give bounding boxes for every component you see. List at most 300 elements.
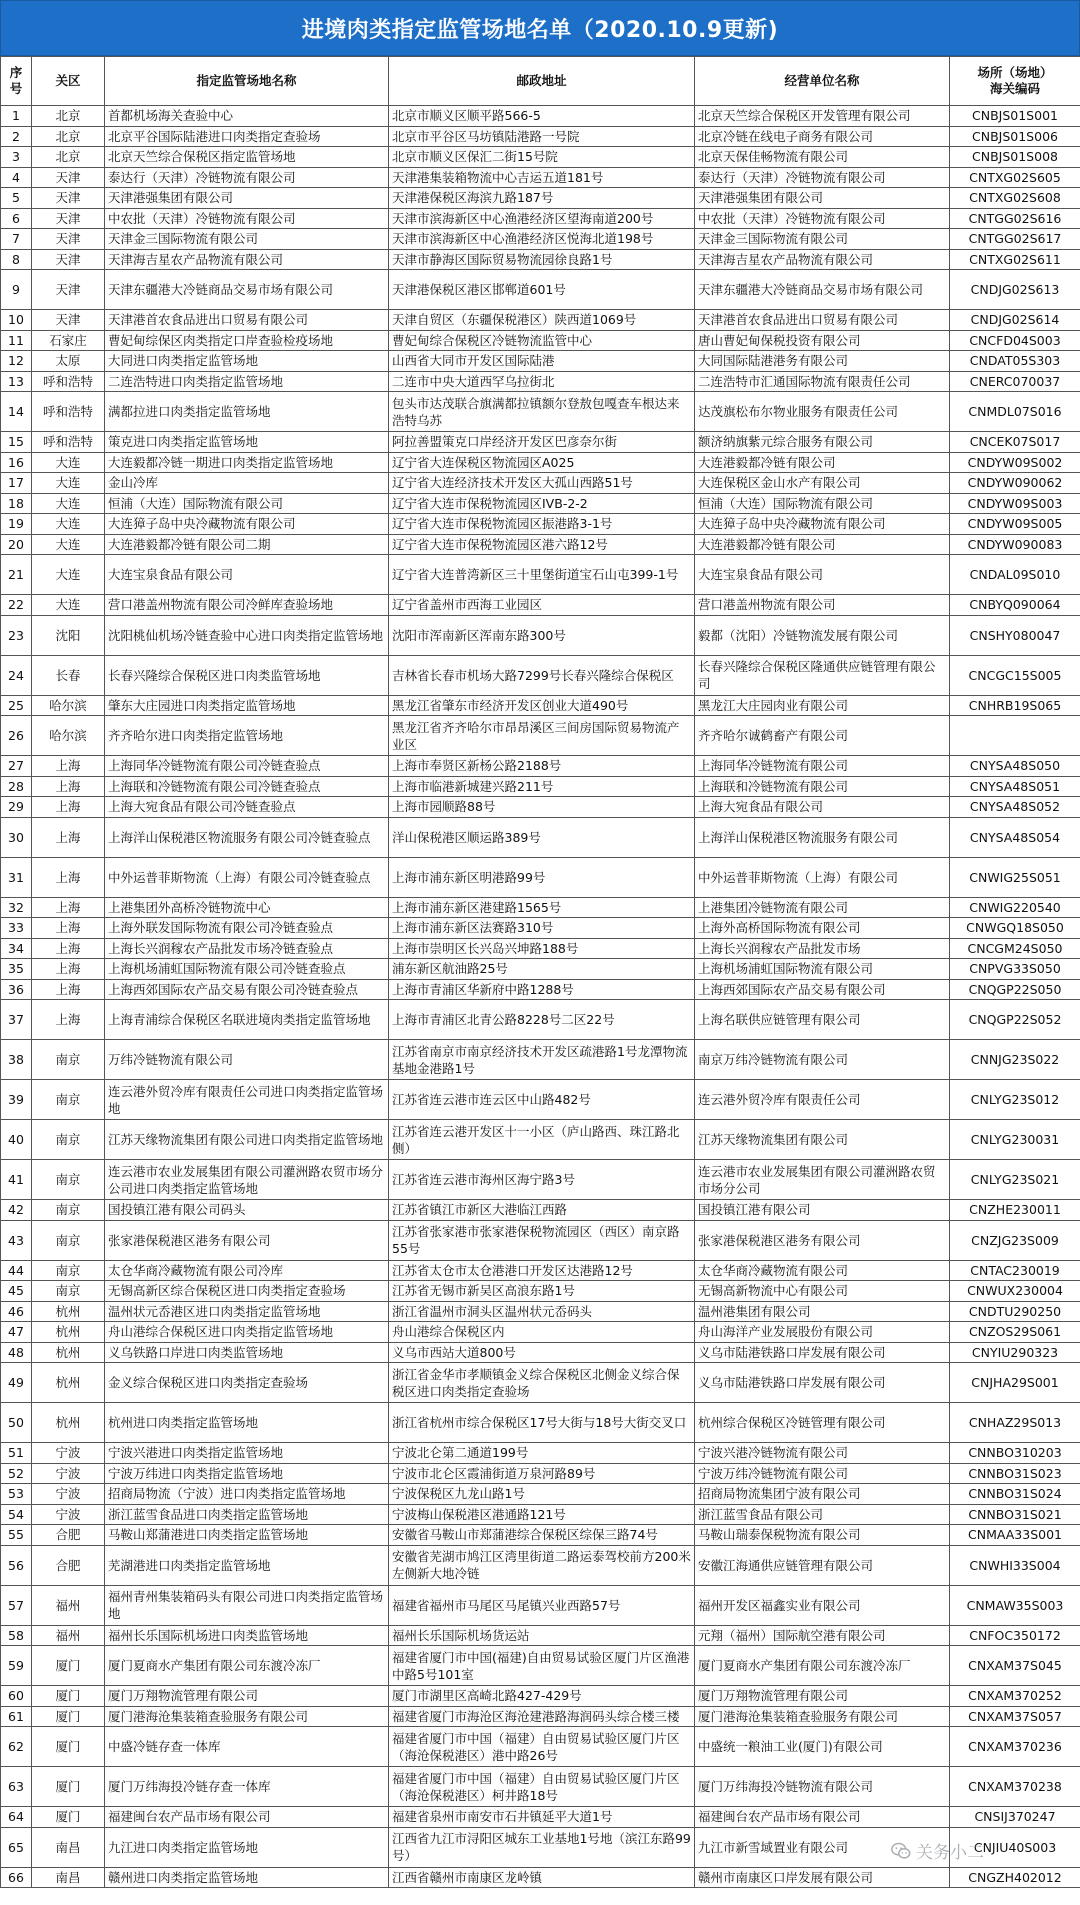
- cell-customs: 上海: [32, 918, 105, 939]
- cell-operator: 上海同华冷链物流有限公司: [695, 756, 950, 777]
- cell-address: 江西省赣州市南康区龙岭镇: [389, 1867, 695, 1888]
- cell-site-name: 满都拉进口肉类指定监管场地: [105, 392, 389, 432]
- cell-site-code: CNCEK07S017: [950, 432, 1080, 453]
- table-row: [1, 126, 1080, 147]
- cell-seq: 32: [1, 897, 32, 918]
- cell-site-code: CNJHA29S001: [950, 1363, 1080, 1403]
- header-site: 指定监管场地名称: [105, 57, 389, 106]
- cell-site-code: CNWUX230004: [950, 1281, 1080, 1302]
- cell-operator: 宁波万纬冷链物流有限公司: [695, 1463, 950, 1484]
- cell-site-code: CNTGG02S617: [950, 229, 1080, 250]
- table-row: [1, 147, 1080, 168]
- table-row: [1, 1525, 1080, 1546]
- table-row: [1, 534, 1080, 555]
- cell-site-code: CNNBO31S021: [950, 1504, 1080, 1525]
- cell-operator: 长春兴隆综合保税区隆通供应链管理有限公司: [695, 655, 950, 695]
- table-row: [1, 1322, 1080, 1343]
- cell-site-code: CNWIG220540: [950, 897, 1080, 918]
- cell-seq: 60: [1, 1686, 32, 1707]
- cell-operator: 北京天竺综合保税区开发管理有限公司: [695, 106, 950, 127]
- cell-operator: 中外运普菲斯物流（上海）有限公司: [695, 857, 950, 897]
- table-row: [1, 595, 1080, 616]
- cell-customs: 呼和浩特: [32, 432, 105, 453]
- cell-site-code: CNCFD04S003: [950, 330, 1080, 351]
- cell-site-name: 上海大宛食品有限公司冷链查验点: [105, 797, 389, 818]
- cell-operator: 大同国际陆港港务有限公司: [695, 351, 950, 372]
- cell-site-code: CNCGC15S005: [950, 655, 1080, 695]
- cell-seq: 59: [1, 1646, 32, 1686]
- cell-site-code: CNWIG25S051: [950, 857, 1080, 897]
- cell-site-code: CNSIJ370247: [950, 1807, 1080, 1828]
- cell-address: 江苏省连云港市连云区中山路482号: [389, 1080, 695, 1120]
- cell-seq: 1: [1, 106, 32, 127]
- cell-seq: 12: [1, 351, 32, 372]
- cell-operator: 厦门夏商水产集团有限公司东渡冷冻厂: [695, 1646, 950, 1686]
- cell-seq: 29: [1, 797, 32, 818]
- cell-address: 上海市奉贤区新杨公路2188号: [389, 756, 695, 777]
- cell-customs: 南京: [32, 1281, 105, 1302]
- cell-site-name: 长春兴隆综合保税区进口肉类监管场地: [105, 655, 389, 695]
- cell-site-code: CNDYW090062: [950, 473, 1080, 494]
- cell-operator: 张家港保税港区港务有限公司: [695, 1220, 950, 1260]
- cell-address: 上海市临港新城建兴路211号: [389, 776, 695, 797]
- header-code: 场所（场地） 海关编码: [950, 57, 1080, 106]
- cell-customs: 南昌: [32, 1827, 105, 1867]
- cell-operator: 宁波兴港冷链物流有限公司: [695, 1443, 950, 1464]
- cell-site-name: 曹妃甸综保区肉类指定口岸查验检疫场地: [105, 330, 389, 351]
- cell-operator: 大连保税区金山水产有限公司: [695, 473, 950, 494]
- cell-site-name: 连云港市农业发展集团有限公司灌洲路农贸市场分公司进口肉类指定监管场地: [105, 1160, 389, 1200]
- table-row: [1, 756, 1080, 777]
- cell-seq: 52: [1, 1463, 32, 1484]
- cell-site-name: 福州青州集装箱码头有限公司进口肉类指定监管场地: [105, 1585, 389, 1625]
- cell-operator: 浙江蓝雪食品有限公司: [695, 1504, 950, 1525]
- cell-address: 安徽省芜湖市鸠江区湾里街道二路运泰驾校前方200米左侧新大地冷链: [389, 1545, 695, 1585]
- cell-operator: 上海外高桥国际物流有限公司: [695, 918, 950, 939]
- table-row: [1, 1706, 1080, 1727]
- table-row: [1, 615, 1080, 655]
- cell-customs: 沈阳: [32, 615, 105, 655]
- cell-operator: 招商局物流集团宁波有限公司: [695, 1484, 950, 1505]
- cell-site-name: 厦门万纬海投冷链存查一体库: [105, 1767, 389, 1807]
- cell-site-code: CNDTU290250: [950, 1301, 1080, 1322]
- cell-seq: 65: [1, 1827, 32, 1867]
- cell-address: 上海市浦东新区明港路99号: [389, 857, 695, 897]
- cell-site-code: CNNBO310203: [950, 1443, 1080, 1464]
- cell-site-code: CNYSA48S050: [950, 756, 1080, 777]
- cell-operator: 齐齐哈尔诚鹤畜产有限公司: [695, 716, 950, 756]
- cell-customs: 上海: [32, 756, 105, 777]
- cell-site-name: 齐齐哈尔进口肉类指定监管场地: [105, 716, 389, 756]
- cell-site-name: 泰达行（天津）冷链物流有限公司: [105, 167, 389, 188]
- cell-customs: 上海: [32, 817, 105, 857]
- table-row: [1, 1120, 1080, 1160]
- cell-customs: 厦门: [32, 1807, 105, 1828]
- cell-operator: 上海大宛食品有限公司: [695, 797, 950, 818]
- cell-operator: 厦门港海沧集装箱查验服务有限公司: [695, 1706, 950, 1727]
- cell-operator: 天津海吉星农产品物流有限公司: [695, 249, 950, 270]
- cell-customs: 合肥: [32, 1525, 105, 1546]
- cell-customs: 天津: [32, 167, 105, 188]
- cell-operator: 马鞍山瑞泰保税物流有限公司: [695, 1525, 950, 1546]
- table-row: [1, 270, 1080, 310]
- cell-seq: 48: [1, 1342, 32, 1363]
- cell-seq: 11: [1, 330, 32, 351]
- cell-seq: 61: [1, 1706, 32, 1727]
- cell-address: 福建省厦门市中国(福建)自由贸易试验区厦门片区渔港中路5号101室: [389, 1646, 695, 1686]
- cell-site-name: 天津海吉星农产品物流有限公司: [105, 249, 389, 270]
- cell-site-code: CNMDL07S016: [950, 392, 1080, 432]
- cell-site-code: CNERC070037: [950, 371, 1080, 392]
- table-row: [1, 330, 1080, 351]
- cell-address: 浙江省杭州市综合保税区17号大街与18号大街交叉口: [389, 1403, 695, 1443]
- table-row: [1, 1403, 1080, 1443]
- cell-address: 曹妃甸综合保税区冷链物流监管中心: [389, 330, 695, 351]
- cell-site-code: CNYSA48S051: [950, 776, 1080, 797]
- cell-customs: 杭州: [32, 1403, 105, 1443]
- cell-customs: 北京: [32, 147, 105, 168]
- table-row: [1, 959, 1080, 980]
- cell-seq: 63: [1, 1767, 32, 1807]
- cell-site-name: 金山冷库: [105, 473, 389, 494]
- cell-address: 江苏省连云港开发区十一小区（庐山路西、珠江路北侧）: [389, 1120, 695, 1160]
- cell-operator: 黑龙江大庄园肉业有限公司: [695, 695, 950, 716]
- cell-customs: 厦门: [32, 1686, 105, 1707]
- cell-operator: 中农批（天津）冷链物流有限公司: [695, 208, 950, 229]
- cell-customs: 杭州: [32, 1322, 105, 1343]
- cell-seq: 50: [1, 1403, 32, 1443]
- cell-customs: 大连: [32, 595, 105, 616]
- table-row: [1, 229, 1080, 250]
- cell-site-name: 上海机场浦虹国际物流有限公司冷链查验点: [105, 959, 389, 980]
- cell-site-name: 宁波兴港进口肉类指定监管场地: [105, 1443, 389, 1464]
- cell-operator: 上海洋山保税港区物流服务有限公司: [695, 817, 950, 857]
- cell-customs: 宁波: [32, 1463, 105, 1484]
- cell-customs: 长春: [32, 655, 105, 695]
- table-row: [1, 1443, 1080, 1464]
- cell-address: 沈阳市浑南新区浑南东路300号: [389, 615, 695, 655]
- header-seq: 序号: [1, 57, 32, 106]
- cell-address: 北京市顺义区保汇二街15号院: [389, 147, 695, 168]
- cell-operator: 义乌市陆港铁路口岸发展有限公司: [695, 1363, 950, 1403]
- cell-seq: 47: [1, 1322, 32, 1343]
- cell-site-code: CNHAZ29S013: [950, 1403, 1080, 1443]
- cell-site-name: 厦门港海沧集装箱查验服务有限公司: [105, 1706, 389, 1727]
- cell-site-name: 义乌铁路口岸进口肉类监管场地: [105, 1342, 389, 1363]
- cell-site-code: CNDYW090083: [950, 534, 1080, 555]
- cell-seq: 3: [1, 147, 32, 168]
- cell-operator: 上海机场浦虹国际物流有限公司: [695, 959, 950, 980]
- cell-seq: 46: [1, 1301, 32, 1322]
- table-header-row: [1, 57, 1080, 106]
- cell-address: 福建省厦门市海沧区海沧建港路海润码头综合楼三楼: [389, 1706, 695, 1727]
- cell-site-code: CNCGM24S050: [950, 938, 1080, 959]
- cell-seq: 13: [1, 371, 32, 392]
- table-row: [1, 776, 1080, 797]
- table-row: [1, 918, 1080, 939]
- table-row: [1, 655, 1080, 695]
- cell-address: 上海市园顺路88号: [389, 797, 695, 818]
- cell-operator: 天津港首农食品进出口贸易有限公司: [695, 310, 950, 331]
- cell-seq: 43: [1, 1220, 32, 1260]
- cell-operator: 江苏天缘物流集团有限公司: [695, 1120, 950, 1160]
- table-row: [1, 432, 1080, 453]
- cell-seq: 2: [1, 126, 32, 147]
- cell-customs: 大连: [32, 534, 105, 555]
- cell-customs: 南京: [32, 1040, 105, 1080]
- cell-operator: 温州港集团有限公司: [695, 1301, 950, 1322]
- cell-operator: 福州开发区福鑫实业有限公司: [695, 1585, 950, 1625]
- table-row: [1, 716, 1080, 756]
- cell-address: 阿拉善盟策克口岸经济开发区巴彦奈尔街: [389, 432, 695, 453]
- cell-site-name: 江苏天缘物流集团有限公司进口肉类指定监管场地: [105, 1120, 389, 1160]
- cell-site-code: CNXAM370236: [950, 1727, 1080, 1767]
- wechat-icon: [890, 1840, 912, 1862]
- cell-address: 浙江省金华市孝顺镇金义综合保税区北侧金义综合保税区进口肉类指定查验场: [389, 1363, 695, 1403]
- table-row: [1, 1301, 1080, 1322]
- cell-site-name: 上海青浦综合保税区名联进境肉类指定监管场地: [105, 1000, 389, 1040]
- cell-seq: 62: [1, 1727, 32, 1767]
- cell-address: 上海市浦东新区港建路1565号: [389, 897, 695, 918]
- cell-seq: 27: [1, 756, 32, 777]
- cell-seq: 55: [1, 1525, 32, 1546]
- table-row: [1, 1807, 1080, 1828]
- cell-seq: 58: [1, 1625, 32, 1646]
- cell-seq: 4: [1, 167, 32, 188]
- cell-site-name: 太仓华商冷藏物流有限公司冷库: [105, 1260, 389, 1281]
- cell-seq: 16: [1, 452, 32, 473]
- table-row: [1, 1200, 1080, 1221]
- cell-operator: 安徽江海通供应链管理有限公司: [695, 1545, 950, 1585]
- cell-site-code: CNTAC230019: [950, 1260, 1080, 1281]
- cell-site-code: CNTGG02S616: [950, 208, 1080, 229]
- cell-address: 福州长乐国际机场货运站: [389, 1625, 695, 1646]
- cell-address: 吉林省长春市机场大路7299号长春兴隆综合保税区: [389, 655, 695, 695]
- cell-customs: 合肥: [32, 1545, 105, 1585]
- cell-customs: 太原: [32, 351, 105, 372]
- cell-address: 江苏省无锡市新吴区高浪东路1号: [389, 1281, 695, 1302]
- cell-site-name: 天津港强集团有限公司: [105, 188, 389, 209]
- cell-site-name: 大连毅都冷链一期进口肉类指定监管场地: [105, 452, 389, 473]
- cell-site-code: CNYIU290323: [950, 1342, 1080, 1363]
- cell-site-code: CNTXG02S605: [950, 167, 1080, 188]
- cell-seq: 42: [1, 1200, 32, 1221]
- cell-address: 北京市顺义区顺平路566-5: [389, 106, 695, 127]
- cell-customs: 上海: [32, 938, 105, 959]
- cell-address: 天津市滨海新区中心渔港经济区望海南道200号: [389, 208, 695, 229]
- cell-site-code: CNXAM370238: [950, 1767, 1080, 1807]
- cell-seq: 10: [1, 310, 32, 331]
- cell-site-code: CNMAA33S001: [950, 1525, 1080, 1546]
- cell-address: 福建省厦门市中国（福建）自由贸易试验区厦门片区（海沧保税港区）港中路26号: [389, 1727, 695, 1767]
- cell-site-code: CNSHY080047: [950, 615, 1080, 655]
- cell-customs: 宁波: [32, 1484, 105, 1505]
- cell-operator: 大连獐子岛中央冷藏物流有限公司: [695, 514, 950, 535]
- header-customs: 关区: [32, 57, 105, 106]
- cell-customs: 上海: [32, 797, 105, 818]
- cell-customs: 福州: [32, 1625, 105, 1646]
- cell-operator: 营口港盖州物流有限公司: [695, 595, 950, 616]
- cell-operator: 九江市新雪域置业有限公司: [695, 1827, 950, 1867]
- cell-site-name: 厦门万翔物流管理有限公司: [105, 1686, 389, 1707]
- cell-operator: 杭州综合保税区冷链管理有限公司: [695, 1403, 950, 1443]
- cell-customs: 南昌: [32, 1867, 105, 1888]
- cell-site-name: 北京天竺综合保税区指定监管场地: [105, 147, 389, 168]
- cell-address: 福建省泉州市南安市石井镇延平大道1号: [389, 1807, 695, 1828]
- cell-seq: 31: [1, 857, 32, 897]
- cell-customs: 石家庄: [32, 330, 105, 351]
- cell-seq: 49: [1, 1363, 32, 1403]
- cell-site-name: 九江进口肉类指定监管场地: [105, 1827, 389, 1867]
- cell-operator: 太仓华商冷藏物流有限公司: [695, 1260, 950, 1281]
- cell-site-code: CNFOC350172: [950, 1625, 1080, 1646]
- cell-customs: 大连: [32, 514, 105, 535]
- cell-site-name: 中外运普菲斯物流（上海）有限公司冷链查验点: [105, 857, 389, 897]
- cell-customs: 福州: [32, 1585, 105, 1625]
- cell-customs: 北京: [32, 126, 105, 147]
- table-row: [1, 167, 1080, 188]
- cell-operator: 上海联和冷链物流有限公司: [695, 776, 950, 797]
- cell-operator: 元翔（福州）国际航空港有限公司: [695, 1625, 950, 1646]
- cell-seq: 36: [1, 979, 32, 1000]
- cell-address: 厦门市湖里区高崎北路427-429号: [389, 1686, 695, 1707]
- table-row: [1, 797, 1080, 818]
- cell-site-code: CNHRB19S065: [950, 695, 1080, 716]
- cell-seq: 57: [1, 1585, 32, 1625]
- cell-site-code: CNZOS29S061: [950, 1322, 1080, 1343]
- cell-address: 辽宁省大连经济技术开发区大孤山西路51号: [389, 473, 695, 494]
- cell-site-code: CNMAW35S003: [950, 1585, 1080, 1625]
- cell-site-name: 舟山港综合保税区进口肉类指定监管场地: [105, 1322, 389, 1343]
- cell-site-name: 张家港保税港区港务有限公司: [105, 1220, 389, 1260]
- cell-site-name: 宁波万纬进口肉类指定监管场地: [105, 1463, 389, 1484]
- cell-operator: 无锡高新物流中心有限公司: [695, 1281, 950, 1302]
- cell-site-name: 中农批（天津）冷链物流有限公司: [105, 208, 389, 229]
- cell-site-name: 上海洋山保税港区物流服务有限公司冷链查验点: [105, 817, 389, 857]
- cell-seq: 28: [1, 776, 32, 797]
- table-row: [1, 1767, 1080, 1807]
- cell-site-name: 大同进口肉类指定监管场地: [105, 351, 389, 372]
- cell-operator: 上海长兴润稼农产品批发市场: [695, 938, 950, 959]
- cell-operator: 连云港外贸冷库有限责任公司: [695, 1080, 950, 1120]
- cell-seq: 5: [1, 188, 32, 209]
- table-row: [1, 351, 1080, 372]
- cell-operator: 厦门万翔物流管理有限公司: [695, 1686, 950, 1707]
- cell-seq: 15: [1, 432, 32, 453]
- cell-operator: 额济纳旗紫元综合服务有限公司: [695, 432, 950, 453]
- cell-address: 江苏省连云港市海州区海宁路3号: [389, 1160, 695, 1200]
- cell-seq: 66: [1, 1867, 32, 1888]
- table-row: [1, 857, 1080, 897]
- cell-operator: 福建闽台农产品市场有限公司: [695, 1807, 950, 1828]
- cell-customs: 杭州: [32, 1342, 105, 1363]
- cell-address: 上海市崇明区长兴岛兴坤路188号: [389, 938, 695, 959]
- table-row: [1, 1727, 1080, 1767]
- cell-site-name: 中盛冷链存查一体库: [105, 1727, 389, 1767]
- cell-customs: 上海: [32, 857, 105, 897]
- cell-site-name: 天津东疆港大冷链商品交易市场有限公司: [105, 270, 389, 310]
- cell-seq: 19: [1, 514, 32, 535]
- cell-address: 宁波北仑第二通道199号: [389, 1443, 695, 1464]
- cell-site-code: CNYSA48S054: [950, 817, 1080, 857]
- cell-address: 天津港保税区海滨九路187号: [389, 188, 695, 209]
- cell-address: 辽宁省大连保税区物流园区A025: [389, 452, 695, 473]
- cell-customs: 厦门: [32, 1646, 105, 1686]
- cell-operator: 上海西郊国际农产品交易有限公司: [695, 979, 950, 1000]
- cell-address: 福建省厦门市中国（福建）自由贸易试验区厦门片区（海沧保税港区）柯井路18号: [389, 1767, 695, 1807]
- cell-address: 天津自贸区（东疆保税港区）陕西道1069号: [389, 310, 695, 331]
- cell-address: 北京市平谷区马坊镇陆港路一号院: [389, 126, 695, 147]
- cell-seq: 45: [1, 1281, 32, 1302]
- cell-seq: 39: [1, 1080, 32, 1120]
- table-row: [1, 1000, 1080, 1040]
- cell-address: 辽宁省大连市保税物流园区IVB-2-2: [389, 493, 695, 514]
- cell-address: 宁波市北仑区霞浦街道万泉河路89号: [389, 1463, 695, 1484]
- cell-site-name: 招商局物流（宁波）进口肉类指定监管场地: [105, 1484, 389, 1505]
- cell-customs: 南京: [32, 1200, 105, 1221]
- cell-address: 辽宁省盖州市西海工业园区: [389, 595, 695, 616]
- cell-customs: 北京: [32, 106, 105, 127]
- cell-address: 包头市达茂联合旗满都拉镇额尔登敖包嘎查车根达来浩特乌苏: [389, 392, 695, 432]
- cell-operator: 南京万纬冷链物流有限公司: [695, 1040, 950, 1080]
- cell-seq: 33: [1, 918, 32, 939]
- cell-seq: 34: [1, 938, 32, 959]
- cell-site-name: 厦门夏商水产集团有限公司东渡冷冻厂: [105, 1646, 389, 1686]
- cell-site-code: CNWHI33S004: [950, 1545, 1080, 1585]
- cell-seq: 22: [1, 595, 32, 616]
- cell-site-name: 首都机场海关查验中心: [105, 106, 389, 127]
- cell-site-name: 上港集团外高桥冷链物流中心: [105, 897, 389, 918]
- site-table: [0, 56, 1080, 1888]
- table-row: [1, 1686, 1080, 1707]
- cell-customs: 上海: [32, 776, 105, 797]
- cell-site-name: 上海长兴润稼农产品批发市场冷链查验点: [105, 938, 389, 959]
- cell-site-code: CNXAM37S045: [950, 1646, 1080, 1686]
- table-row: [1, 1646, 1080, 1686]
- cell-operator: 大连港毅都冷链有限公司: [695, 452, 950, 473]
- cell-seq: 54: [1, 1504, 32, 1525]
- cell-seq: 25: [1, 695, 32, 716]
- table-row: [1, 371, 1080, 392]
- header-address: 邮政地址: [389, 57, 695, 106]
- cell-address: 天津港保税区港区邯郸道601号: [389, 270, 695, 310]
- cell-site-name: 上海联和冷链物流有限公司冷链查验点: [105, 776, 389, 797]
- cell-operator: 上港集团冷链物流有限公司: [695, 897, 950, 918]
- table-row: [1, 897, 1080, 918]
- cell-customs: 天津: [32, 249, 105, 270]
- cell-operator: 天津东疆港大冷链商品交易市场有限公司: [695, 270, 950, 310]
- cell-operator: 国投镇江港有限公司: [695, 1200, 950, 1221]
- cell-seq: 24: [1, 655, 32, 695]
- cell-seq: 20: [1, 534, 32, 555]
- cell-site-code: CNLYG23S021: [950, 1160, 1080, 1200]
- cell-site-code: CNBJS01S001: [950, 106, 1080, 127]
- cell-site-name: 福州长乐国际机场进口肉类监管场地: [105, 1625, 389, 1646]
- cell-site-code: CNXAM37S057: [950, 1706, 1080, 1727]
- cell-address: 安徽省马鞍山市郑蒲港综合保税区综保三路74号: [389, 1525, 695, 1546]
- table-row: [1, 249, 1080, 270]
- cell-site-name: 无锡高新区综合保税区进口肉类指定查验场: [105, 1281, 389, 1302]
- cell-address: 辽宁省大连市保税物流园区振港路3-1号: [389, 514, 695, 535]
- cell-operator: 大连港毅都冷链有限公司: [695, 534, 950, 555]
- table-row: [1, 1867, 1080, 1888]
- cell-site-code: CNBYQ090064: [950, 595, 1080, 616]
- cell-site-name: 二连浩特进口肉类指定监管场地: [105, 371, 389, 392]
- table-row: [1, 1080, 1080, 1120]
- table-row: [1, 1363, 1080, 1403]
- table-row: [1, 1484, 1080, 1505]
- cell-site-code: CNDJG02S613: [950, 270, 1080, 310]
